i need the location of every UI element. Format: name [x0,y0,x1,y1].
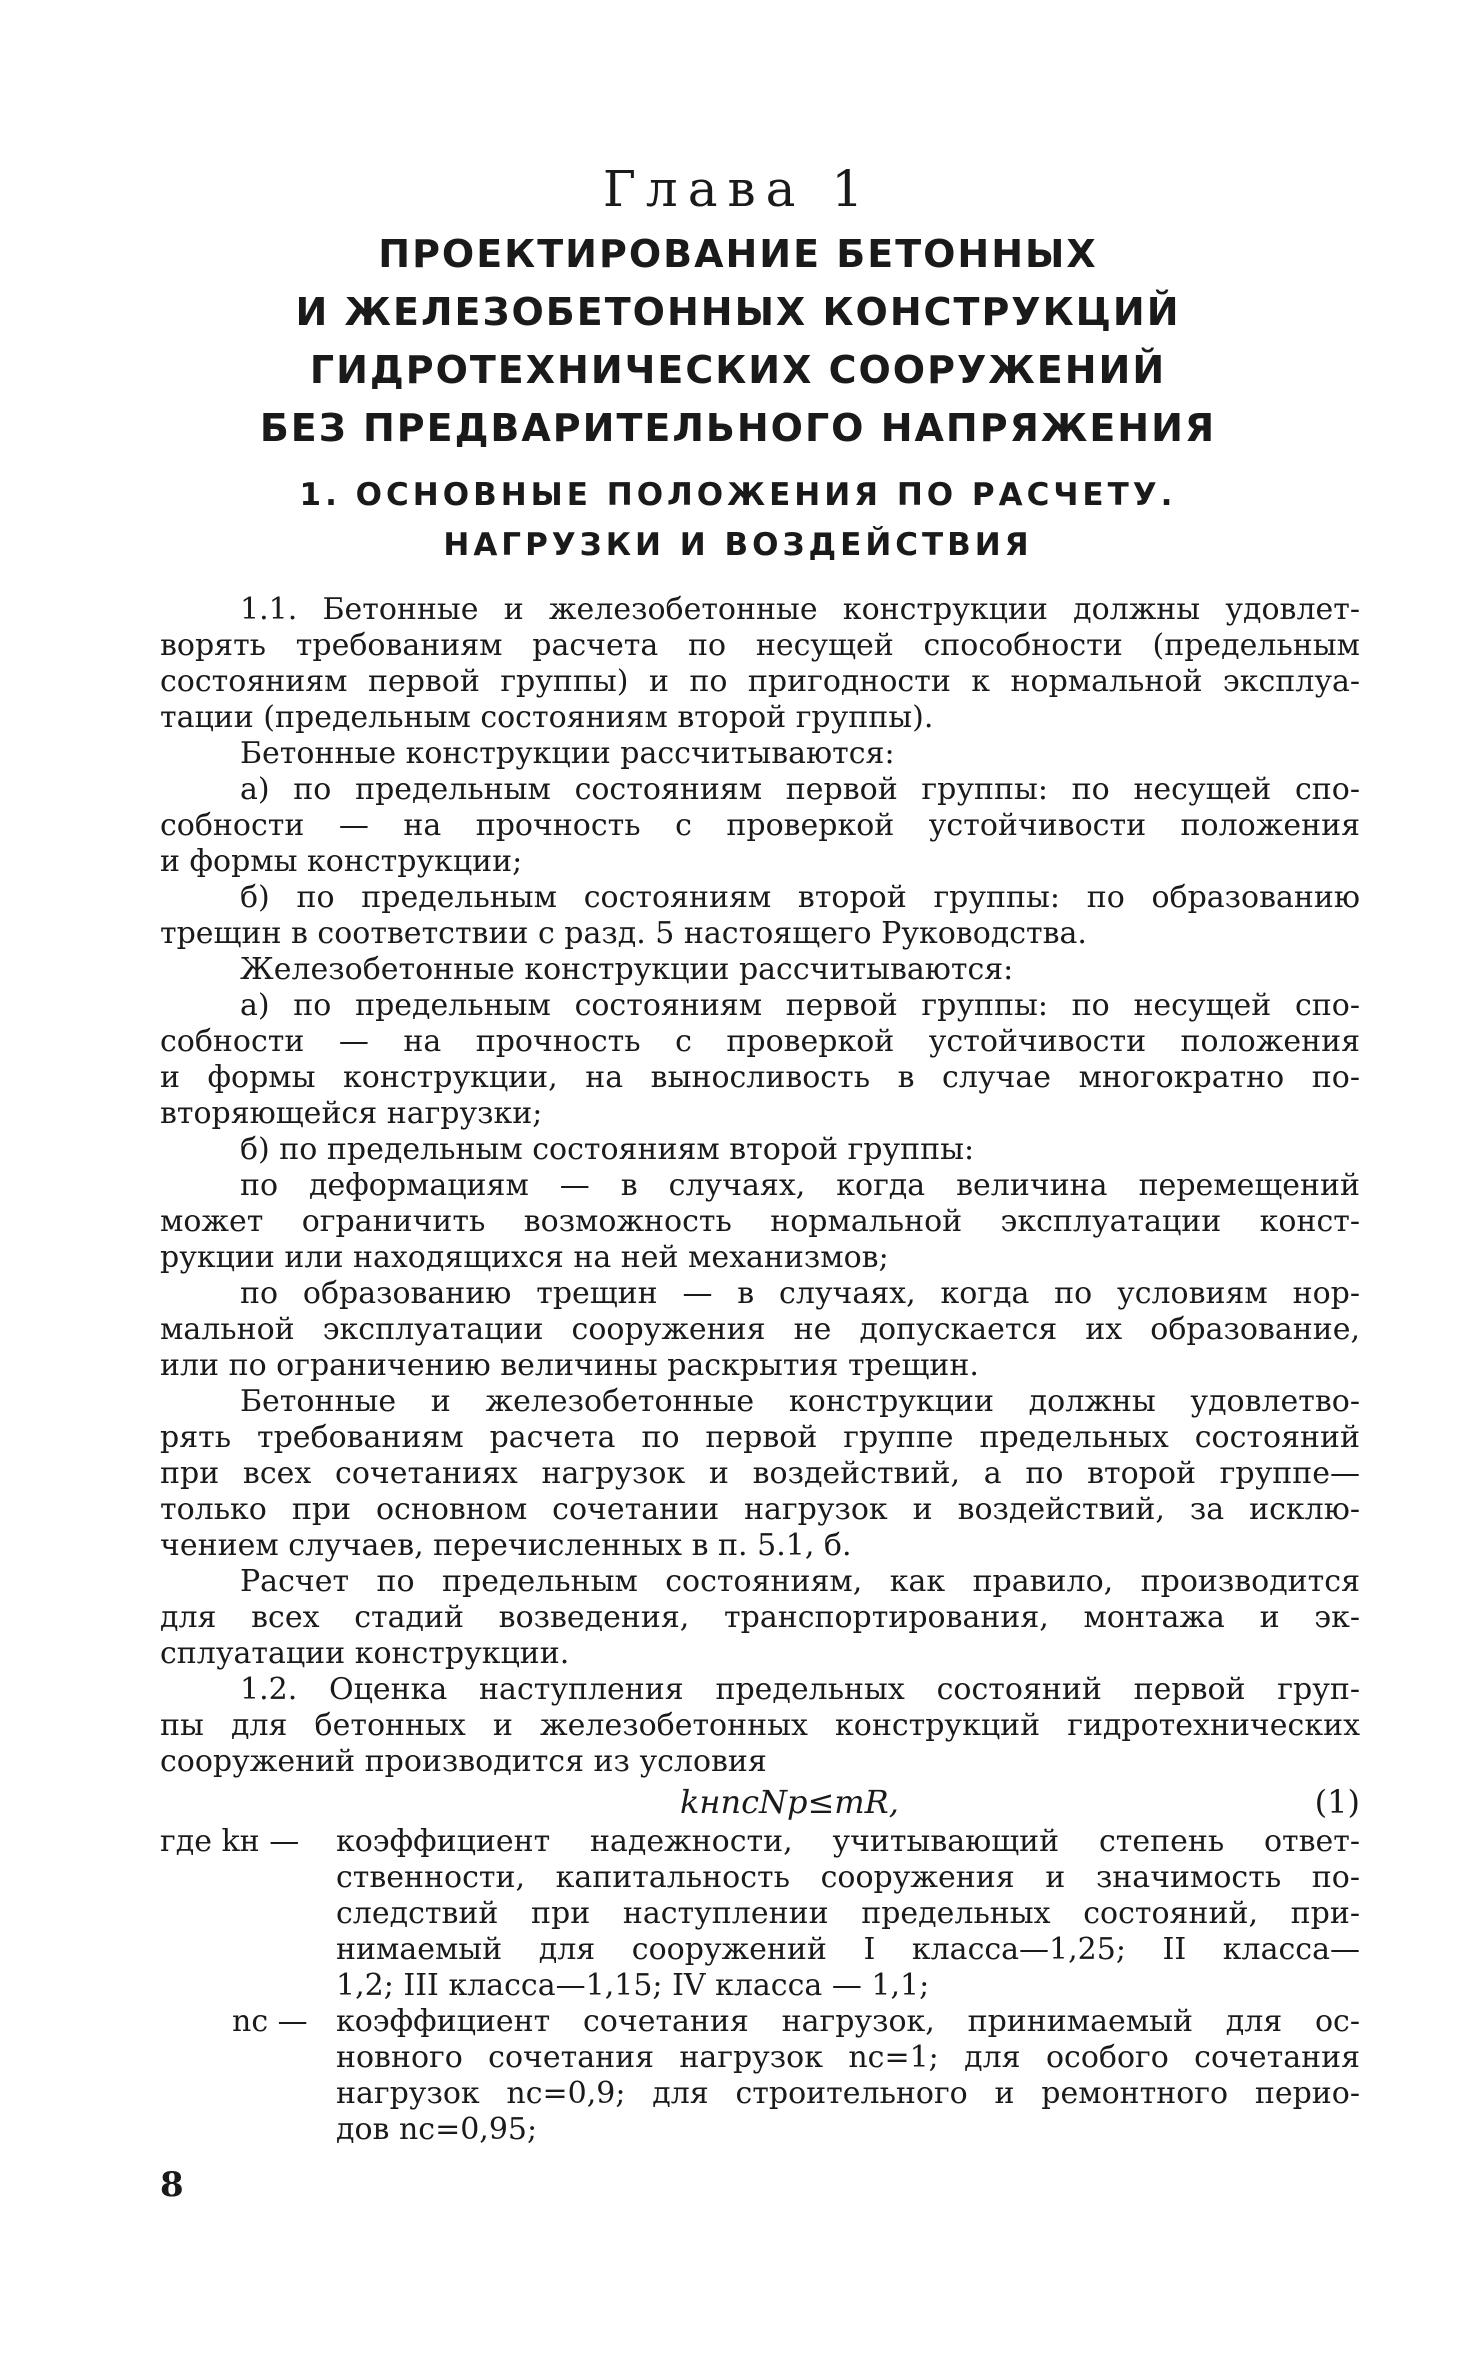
definition-line: ственности, капитальность сооружения и значимость по- [336,1860,1360,1895]
text-line: сплуатации конструкции. [160,1636,570,1671]
definition-line: 1,2; III класса—1,15; IV класса — 1,1; [336,1968,930,2003]
text-line: мальной эксплуатации сооружения не допускается их образование, [160,1312,1360,1347]
text-line: тации (предельным состояниям второй группы). [160,700,934,735]
text-line: вторяющейся нагрузки; [160,1096,543,1131]
text-line: Бетонные и железобетонные конструкции должны удовлетво- [240,1384,1360,1419]
text-line: Бетонные конструкции рассчитываются: [240,736,895,771]
text-line: б) по предельным состояниям второй группы: [240,1132,975,1167]
text-line: пы для бетонных и железобетонных конструкций гидротехнических [160,1708,1360,1743]
title-line: ГИДРОТЕХНИЧЕСКИХ СООРУЖЕНИЙ [309,348,1167,392]
text-line: а) по предельным состояниям первой группы: по несущей спо- [240,772,1360,807]
definition-line: следствий при наступлении предельных состояний, при- [336,1896,1360,1931]
text-line: 1.2. Оценка наступления предельных состояний первой груп- [240,1672,1360,1707]
text-line: рять требованиям расчета по первой группе предельных состояний [160,1420,1360,1455]
page-number: 8 [160,2165,184,2205]
text-line: может ограничить возможность нормальной эксплуатации конст- [160,1204,1360,1239]
text-line: и формы конструкции, на выносливость в случае многократно по- [160,1060,1360,1095]
definition-term: nс — [232,2004,308,2039]
text-line: для всех стадий возведения, транспортирования, монтажа и эк- [160,1600,1360,1635]
chapter-heading: Глава 1 [602,160,874,218]
text-line: Расчет по предельным состояниям, как правило, производится [240,1564,1360,1599]
definition-line: новного сочетания нагрузок nс=1; для особого сочетания [336,2040,1360,2075]
title-line: ПРОЕКТИРОВАНИЕ БЕТОННЫХ [378,232,1098,276]
text-line: или по ограничению величины раскрытия трещин. [160,1348,979,1383]
text-line: и формы конструкции; [160,844,523,879]
definition-term-row [232,2004,1360,2040]
definition-line: дов nс=0,95; [336,2112,538,2147]
definition-line: нагрузок nс=0,9; для строительного и ремонтного перио- [336,2076,1360,2111]
section-line: НАГРУЗКИ И ВОЗДЕЙСТВИЯ [443,527,1033,563]
chapter-title [0,225,1476,457]
formula-number: (1) [1314,1783,1360,1821]
definition-term: где kн — [160,1824,300,1859]
section-heading [0,470,1476,570]
section-line: 1. ОСНОВНЫЕ ПОЛОЖЕНИЯ ПО РАСЧЕТУ. [299,477,1177,513]
text-line: при всех сочетаниях нагрузок и воздействий, а по второй группе— [160,1456,1360,1491]
text-line: 1.1. Бетонные и железобетонные конструкции должны удовлет- [240,592,1360,627]
text-line: рукции или находящихся на ней механизмов; [160,1240,889,1275]
definition-line: нимаемый для сооружений I класса—1,25; II класса— [336,1932,1360,1967]
text-line: а) по предельным состояниям первой группы: по несущей спо- [240,988,1360,1023]
text-line: по образованию трещин — в случаях, когда по условиям нор- [240,1276,1360,1311]
formula-expression: kнnсNр≤mR, [680,1783,899,1821]
definition-line: коэффициент надежности, учитывающий степень ответ- [336,1824,1360,1859]
title-line: БЕЗ ПРЕДВАРИТЕЛЬНОГО НАПРЯЖЕНИЯ [259,406,1217,450]
text-line: трещин в соответствии с разд. 5 настоящего Руководства. [160,916,1087,951]
text-line: Железобетонные конструкции рассчитываются: [240,952,1014,987]
text-line: собности — на прочность с проверкой устойчивости положения [160,808,1360,843]
text-line: по деформациям — в случаях, когда величина перемещений [240,1168,1360,1203]
text-line: ворять требованиям расчета по несущей способности (предельным [160,628,1360,663]
text-line: собности — на прочность с проверкой устойчивости положения [160,1024,1360,1059]
definition-term-row [160,1824,1360,1860]
text-line: чением случаев, перечисленных в п. 5.1, б. [160,1528,852,1563]
text-line: б) по предельным состояниям второй группы: по образованию [240,880,1360,915]
definition-line: коэффициент сочетания нагрузок, принимаемый для ос- [336,2004,1360,2039]
formula [160,1780,1360,1824]
title-line: И ЖЕЛЕЗОБЕТОННЫХ КОНСТРУКЦИЙ [295,290,1181,334]
body-text [160,592,1360,2148]
text-line: только при основном сочетании нагрузок и воздействий, за исклю- [160,1492,1360,1527]
text-line: состояниям первой группы) и по пригодности к нормальной эксплуа- [160,664,1360,699]
text-line: сооружений производится из условия [160,1744,767,1779]
